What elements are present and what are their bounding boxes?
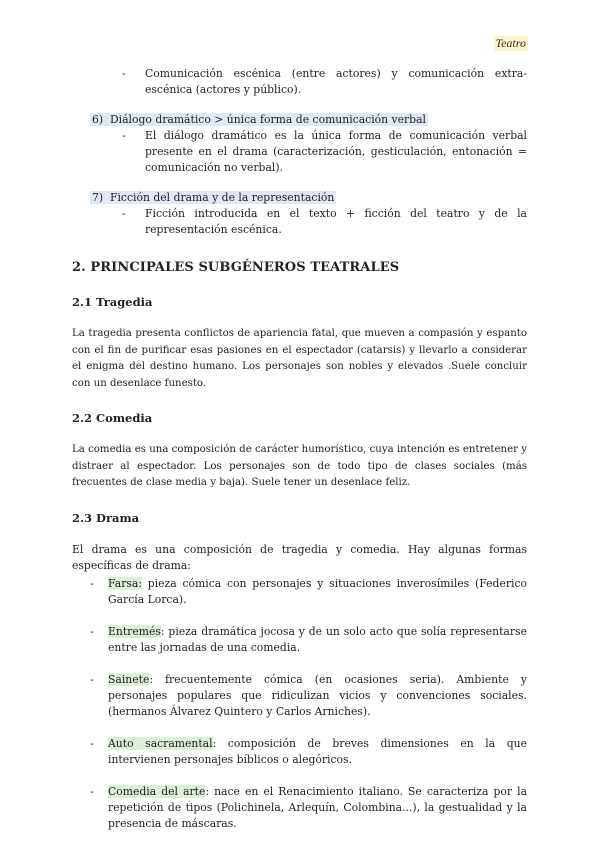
form-desc: : composición de breves dimensiones en la que intervienen personajes bíblicos o alegóricos.: [108, 736, 527, 766]
form-desc: : pieza dramática jocosa y de un solo acto que solía representarse entre las jornadas de una comedia.: [108, 624, 527, 654]
bullet-text: Comunicación escénica (entre actores) y comunicación extra-escénica (actores y público).: [145, 67, 527, 96]
numbered-heading: 6) Diálogo dramático > única forma de comunicación verbal: [92, 113, 426, 126]
dash-marker: -: [90, 672, 94, 686]
form-term: Sainete: [108, 672, 150, 686]
item-6-bullet: [122, 128, 527, 176]
drama-forms-list: [72, 576, 527, 832]
dash-marker: -: [122, 207, 126, 220]
comedia-paragraph: La comedia es una composición de carácter humorístico, cuya intención es entretener y distraer al espectador. Los personajes son de todo tipo de clases sociales (más frecuentes de clase media y baja). Suele tener un desenlace feliz.: [72, 444, 527, 488]
list-item: [90, 736, 527, 768]
bullet-text: El diálogo dramático es la única forma de comunicación verbal presente en el drama (caracterización, gesticulación, entonación = comunicación no verbal).: [145, 129, 527, 174]
dash-marker: -: [90, 576, 94, 590]
form-term: Entremés: [108, 624, 161, 638]
numbered-item-7: [90, 190, 527, 206]
list-item: [90, 672, 527, 720]
dash-marker: -: [122, 129, 126, 142]
dash-marker: -: [90, 736, 94, 750]
list-item: [90, 624, 527, 656]
section-heading: 2. PRINCIPALES SUBGÉNEROS TEATRALES: [72, 260, 400, 275]
form-term: Comedia del arte: [108, 784, 206, 798]
dash-marker: -: [90, 624, 94, 638]
form-desc: pieza cómica con personajes y situaciones inverosímiles (Federico García Lorca).: [108, 576, 527, 606]
document-page: [72, 66, 527, 848]
intro-bullet: [122, 66, 527, 98]
tragedia-paragraph: La tragedia presenta conflictos de apariencia fatal, que mueven a compasión y espanto con el fin de purificar esas pasiones en el espectador (catarsis) y llevarlo a considerar el enigma del destino humano. Los personajes son nobles y elevados .Suele concluir con un desenlace funesto.: [72, 328, 527, 389]
form-desc: : nace en el Renacimiento italiano. Se caracteriza por la repetición de tipos (Polichinela, Arlequín, Colombina...), la gestualidad y la presencia de máscaras.: [108, 784, 528, 830]
numbered-item-6: [90, 112, 527, 128]
subsection-heading-comedia: 2.2 Comedia: [72, 411, 153, 425]
list-item: [90, 784, 527, 832]
numbered-heading: 7) Ficción del drama y de la representación: [92, 191, 335, 204]
header-title: Teatro: [495, 36, 526, 50]
list-item: [90, 576, 527, 608]
subsection-heading-tragedia: 2.1 Tragedia: [72, 295, 153, 309]
dash-marker: -: [122, 67, 126, 80]
drama-paragraph: El drama es una composición de tragedia y comedia. Hay algunas formas específicas de drama:: [72, 542, 527, 572]
form-desc: : frecuentemente cómica (en ocasiones seria). Ambiente y personajes populares que ridiculizan vicios y convenciones sociales. (hermanos Álvarez Quintero y Carlos Arniches).: [108, 672, 527, 718]
form-term: Farsa:: [108, 576, 142, 590]
item-7-bullet: [122, 206, 527, 238]
dash-marker: -: [90, 784, 94, 798]
form-term: Auto sacramental: [108, 736, 213, 750]
bullet-text: Ficción introducida en el texto + ficción del teatro y de la representación escénica.: [145, 207, 527, 236]
subsection-heading-drama: 2.3 Drama: [72, 510, 140, 525]
